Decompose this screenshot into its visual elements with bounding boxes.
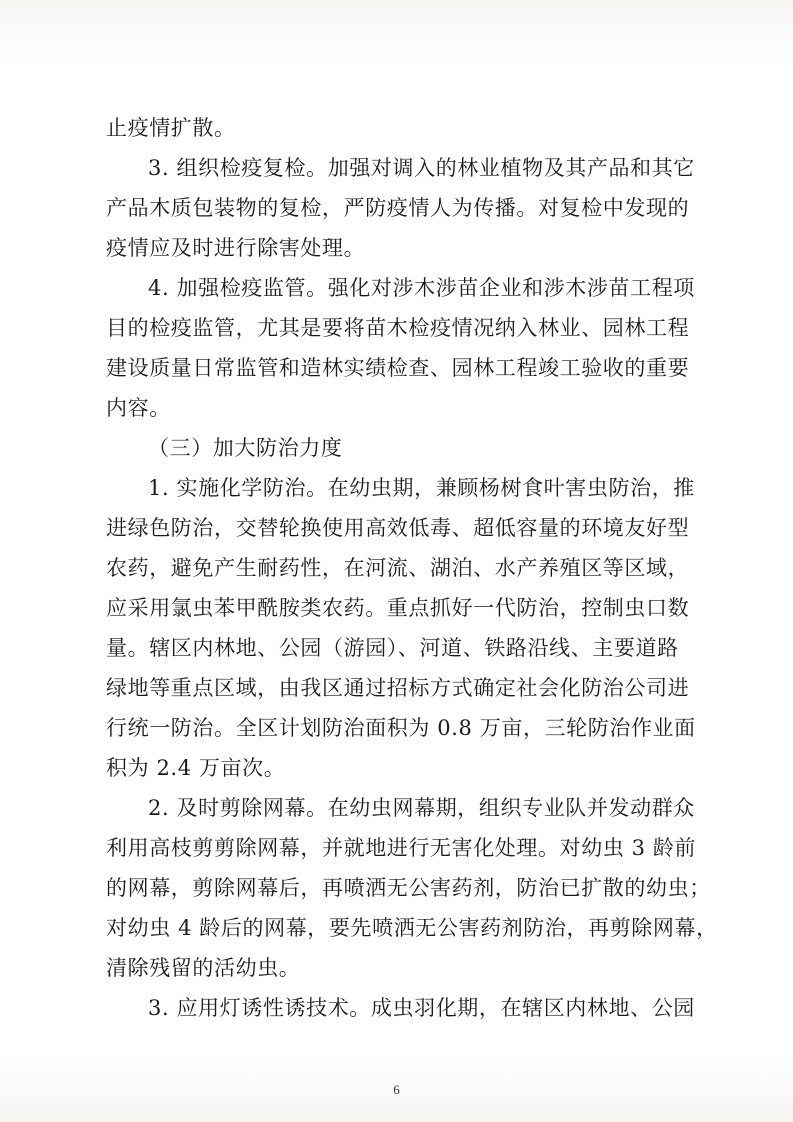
body-line: 4. 加强检疫监管。强化对涉木涉苗企业和涉木涉苗工程项 (148, 276, 695, 300)
body-line: 3. 应用灯诱性诱技术。成虫羽化期，在辖区内林地、公园 (148, 996, 695, 1020)
body-line: 应采用氯虫苯甲酰胺类农药。重点抓好一代防治，控制虫口数 (106, 596, 690, 620)
section-heading: （三）加大防治力度 (148, 436, 343, 460)
body-line: 的网幕，剪除网幕后，再喷洒无公害药剂，防治已扩散的幼虫； (106, 876, 711, 900)
body-line: 3. 组织检疫复检。加强对调入的林业植物及其产品和其它 (148, 156, 695, 180)
body-line: 目的检疫监管，尤其是要将苗木检疫情况纳入林业、园林工程 (106, 316, 690, 340)
body-line: 进绿色防治，交替轮换使用高效低毒、超低容量的环境友好型 (106, 516, 690, 540)
body-line: 农药，避免产生耐药性，在河流、湖泊、水产养殖区等区域， (106, 556, 690, 580)
body-line: 疫情应及时进行除害处理。 (106, 236, 366, 260)
body-line: 量。辖区内林地、公园（游园）、河道、铁路沿线、主要道路 (106, 636, 679, 660)
document-body (106, 108, 718, 1028)
body-line: 1. 实施化学防治。在幼虫期，兼顾杨树食叶害虫防治，推 (148, 476, 695, 500)
body-line: 内容。 (106, 396, 171, 420)
body-line: 止疫情扩散。 (106, 116, 236, 140)
body-line: 2. 及时剪除网幕。在幼虫网幕期，组织专业队并发动群众 (148, 796, 695, 820)
body-line: 清除残留的活幼虫。 (106, 956, 301, 980)
body-line: 产品木质包装物的复检，严防疫情人为传播。对复检中发现的 (106, 196, 690, 220)
body-line: 绿地等重点区域，由我区通过招标方式确定社会化防治公司进 (106, 676, 690, 700)
body-line: 建设质量日常监管和造林实绩检查、园林工程竣工验收的重要 (106, 356, 690, 380)
body-line: 行统一防治。全区计划防治面积为 0.8 万亩，三轮防治作业面 (106, 716, 696, 740)
body-line: 利用高枝剪剪除网幕，并就地进行无害化处理。对幼虫 3 龄前 (106, 836, 697, 860)
body-line: 对幼虫 4 龄后的网幕，要先喷洒无公害药剂防治，再剪除网幕， (106, 916, 718, 940)
page-number: 6 (393, 1082, 400, 1097)
body-line: 积为 2.4 万亩次。 (106, 756, 286, 780)
